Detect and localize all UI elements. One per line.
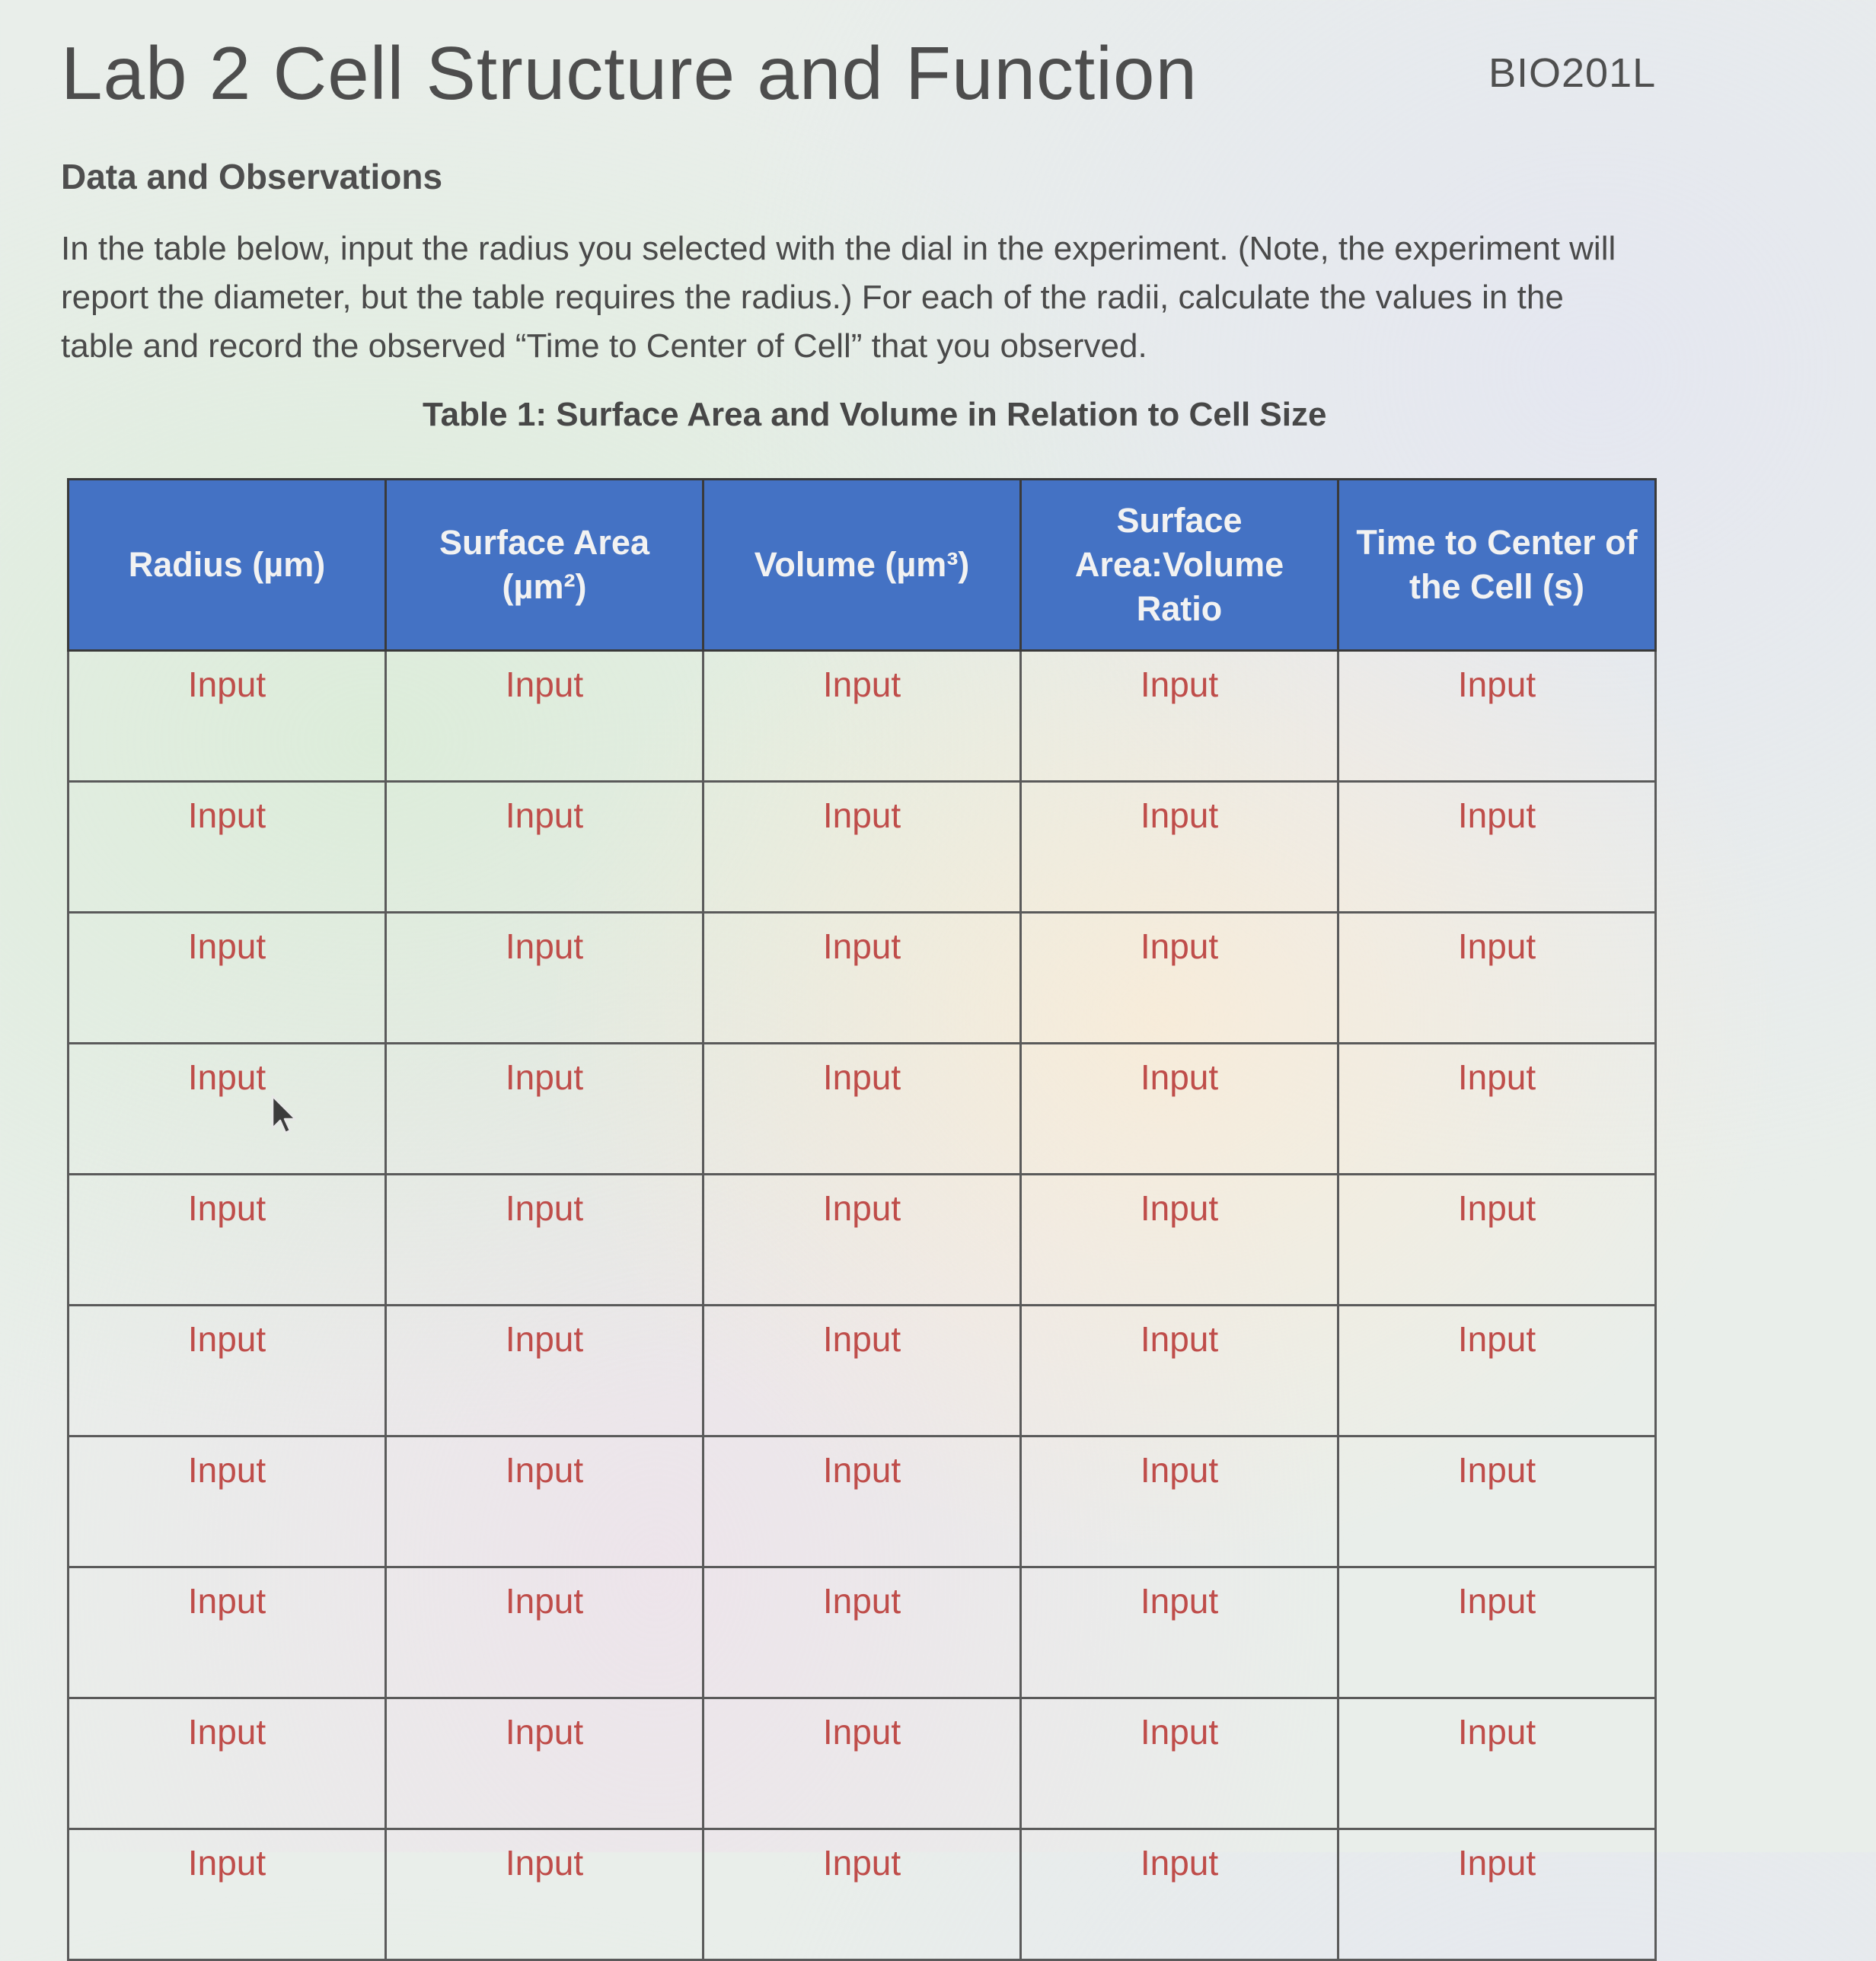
table-cell-radius: [69, 1436, 386, 1567]
sa-volume-ratio-input-field[interactable]: Input: [1140, 796, 1219, 835]
volume-input-field[interactable]: Input: [822, 665, 901, 704]
time-to-center-input-field[interactable]: Input: [1457, 665, 1536, 704]
column-header-volume: Volume (µm³): [704, 480, 1021, 651]
table-cell-sa-volume-ratio: [1021, 1698, 1338, 1829]
page-title: Lab 2 Cell Structure and Function: [61, 31, 1198, 115]
volume-input-field[interactable]: Input: [822, 1319, 901, 1359]
table-cell-volume: [704, 1567, 1021, 1698]
radius-input-field[interactable]: Input: [187, 1319, 266, 1359]
table-cell-time-to-center: [1338, 1306, 1656, 1436]
table-cell-volume: [704, 782, 1021, 913]
time-to-center-input-field[interactable]: Input: [1457, 1843, 1536, 1883]
table-cell-volume: [704, 651, 1021, 782]
surface-area-input-field[interactable]: Input: [505, 1319, 584, 1359]
table-cell-radius: [69, 1567, 386, 1698]
column-header-radius: Radius (µm): [69, 480, 386, 651]
table-cell-surface-area: [386, 1306, 704, 1436]
table-cell-surface-area: [386, 1567, 704, 1698]
sa-volume-ratio-input-field[interactable]: Input: [1140, 1581, 1219, 1621]
time-to-center-input-field[interactable]: Input: [1457, 926, 1536, 966]
radius-input-field[interactable]: Input: [187, 1581, 266, 1621]
table-cell-sa-volume-ratio: [1021, 1175, 1338, 1306]
surface-area-input-field[interactable]: Input: [505, 796, 584, 835]
table-cell-sa-volume-ratio: [1021, 1306, 1338, 1436]
sa-volume-ratio-input-field[interactable]: Input: [1140, 1712, 1219, 1752]
table-cell-volume: [704, 1175, 1021, 1306]
time-to-center-input-field[interactable]: Input: [1457, 1057, 1536, 1097]
table-row: [69, 1436, 1656, 1567]
table-cell-radius: [69, 1306, 386, 1436]
volume-input-field[interactable]: Input: [822, 1188, 901, 1228]
table-cell-time-to-center: [1338, 1436, 1656, 1567]
surface-area-input-field[interactable]: Input: [505, 1188, 584, 1228]
surface-area-input-field[interactable]: Input: [505, 1450, 584, 1490]
radius-input-field[interactable]: Input: [187, 1450, 266, 1490]
surface-area-input-field[interactable]: Input: [505, 1712, 584, 1752]
table-header-row: [69, 480, 1656, 651]
radius-input-field[interactable]: Input: [187, 796, 266, 835]
table-cell-surface-area: [386, 1829, 704, 1960]
table-row: [69, 1567, 1656, 1698]
table-cell-volume: [704, 1698, 1021, 1829]
volume-input-field[interactable]: Input: [822, 1712, 901, 1752]
table-cell-time-to-center: [1338, 1567, 1656, 1698]
table-caption: Table 1: Surface Area and Volume in Relation to Cell Size: [423, 396, 1327, 433]
course-code: BIO201L: [1488, 50, 1657, 96]
radius-input-field[interactable]: Input: [187, 665, 266, 704]
column-header-sa-volume-ratio: Surface Area:Volume Ratio: [1021, 480, 1338, 651]
radius-input-field[interactable]: Input: [187, 1188, 266, 1228]
radius-input-field[interactable]: Input: [187, 1057, 266, 1097]
table-cell-volume: [704, 1829, 1021, 1960]
table-row: [69, 782, 1656, 913]
time-to-center-input-field[interactable]: Input: [1457, 1450, 1536, 1490]
table-cell-sa-volume-ratio: [1021, 1044, 1338, 1175]
table-row: [69, 1044, 1656, 1175]
volume-input-field[interactable]: Input: [822, 1057, 901, 1097]
table-cell-radius: [69, 1175, 386, 1306]
table-cell-sa-volume-ratio: [1021, 1829, 1338, 1960]
volume-input-field[interactable]: Input: [822, 1450, 901, 1490]
section-heading: Data and Observations: [61, 157, 443, 196]
mouse-pointer-icon: [271, 1095, 298, 1136]
table-cell-sa-volume-ratio: [1021, 913, 1338, 1044]
table-row: [69, 913, 1656, 1044]
time-to-center-input-field[interactable]: Input: [1457, 1712, 1536, 1752]
sa-volume-ratio-input-field[interactable]: Input: [1140, 665, 1219, 704]
table-cell-radius: [69, 782, 386, 913]
table-cell-volume: [704, 1436, 1021, 1567]
table-cell-surface-area: [386, 913, 704, 1044]
volume-input-field[interactable]: Input: [822, 1843, 901, 1883]
table-cell-surface-area: [386, 1175, 704, 1306]
radius-input-field[interactable]: Input: [187, 926, 266, 966]
time-to-center-input-field[interactable]: Input: [1457, 1319, 1536, 1359]
table-cell-radius: [69, 1044, 386, 1175]
sa-volume-ratio-input-field[interactable]: Input: [1140, 1057, 1219, 1097]
volume-input-field[interactable]: Input: [822, 926, 901, 966]
table-cell-surface-area: [386, 1436, 704, 1567]
table-cell-volume: [704, 1306, 1021, 1436]
table-cell-sa-volume-ratio: [1021, 1567, 1338, 1698]
table-cell-time-to-center: [1338, 1044, 1656, 1175]
sa-volume-ratio-input-field[interactable]: Input: [1140, 926, 1219, 966]
table-row: [69, 1306, 1656, 1436]
table-cell-sa-volume-ratio: [1021, 651, 1338, 782]
table-cell-radius: [69, 913, 386, 1044]
table-row: [69, 651, 1656, 782]
table-cell-radius: [69, 1829, 386, 1960]
table-cell-time-to-center: [1338, 913, 1656, 1044]
sa-volume-ratio-input-field[interactable]: Input: [1140, 1188, 1219, 1228]
column-header-surface-area: Surface Area (µm²): [386, 480, 704, 651]
table-cell-surface-area: [386, 782, 704, 913]
table-cell-time-to-center: [1338, 651, 1656, 782]
table-cell-time-to-center: [1338, 1175, 1656, 1306]
table-row: [69, 1175, 1656, 1306]
table-cell-surface-area: [386, 1044, 704, 1175]
surface-area-input-field[interactable]: Input: [505, 1843, 584, 1883]
time-to-center-input-field[interactable]: Input: [1457, 1581, 1536, 1621]
volume-input-field[interactable]: Input: [822, 1581, 901, 1621]
table-row: [69, 1829, 1656, 1960]
time-to-center-input-field[interactable]: Input: [1457, 796, 1536, 835]
sa-volume-ratio-input-field[interactable]: Input: [1140, 1843, 1219, 1883]
table-cell-sa-volume-ratio: [1021, 782, 1338, 913]
table-cell-sa-volume-ratio: [1021, 1436, 1338, 1567]
column-header-time-to-center: Time to Center of the Cell (s): [1338, 480, 1656, 651]
radius-input-field[interactable]: Input: [187, 1843, 266, 1883]
instructions-paragraph: In the table below, input the radius you selected with the dial in the experiment. (Note, the experiment will report the diameter, but the table requires the radius.) For each of the radii, calculate the values in the table and record the observed “Time to Center of Cell” that you observed.: [61, 230, 1616, 365]
table-cell-radius: [69, 1698, 386, 1829]
surface-area-input-field[interactable]: Input: [505, 665, 584, 704]
surface-area-input-field[interactable]: Input: [505, 926, 584, 966]
data-table: [67, 478, 1657, 1961]
time-to-center-input-field[interactable]: Input: [1457, 1188, 1536, 1228]
table-cell-surface-area: [386, 651, 704, 782]
surface-area-input-field[interactable]: Input: [505, 1581, 584, 1621]
table-cell-time-to-center: [1338, 1698, 1656, 1829]
table-cell-radius: [69, 651, 386, 782]
table-cell-volume: [704, 1044, 1021, 1175]
sa-volume-ratio-input-field[interactable]: Input: [1140, 1450, 1219, 1490]
volume-input-field[interactable]: Input: [822, 796, 901, 835]
table-row: [69, 1698, 1656, 1829]
table-cell-time-to-center: [1338, 782, 1656, 913]
table-body: [69, 651, 1656, 1960]
table-cell-surface-area: [386, 1698, 704, 1829]
table-cell-time-to-center: [1338, 1829, 1656, 1960]
surface-area-input-field[interactable]: Input: [505, 1057, 584, 1097]
radius-input-field[interactable]: Input: [187, 1712, 266, 1752]
table-cell-volume: [704, 913, 1021, 1044]
sa-volume-ratio-input-field[interactable]: Input: [1140, 1319, 1219, 1359]
